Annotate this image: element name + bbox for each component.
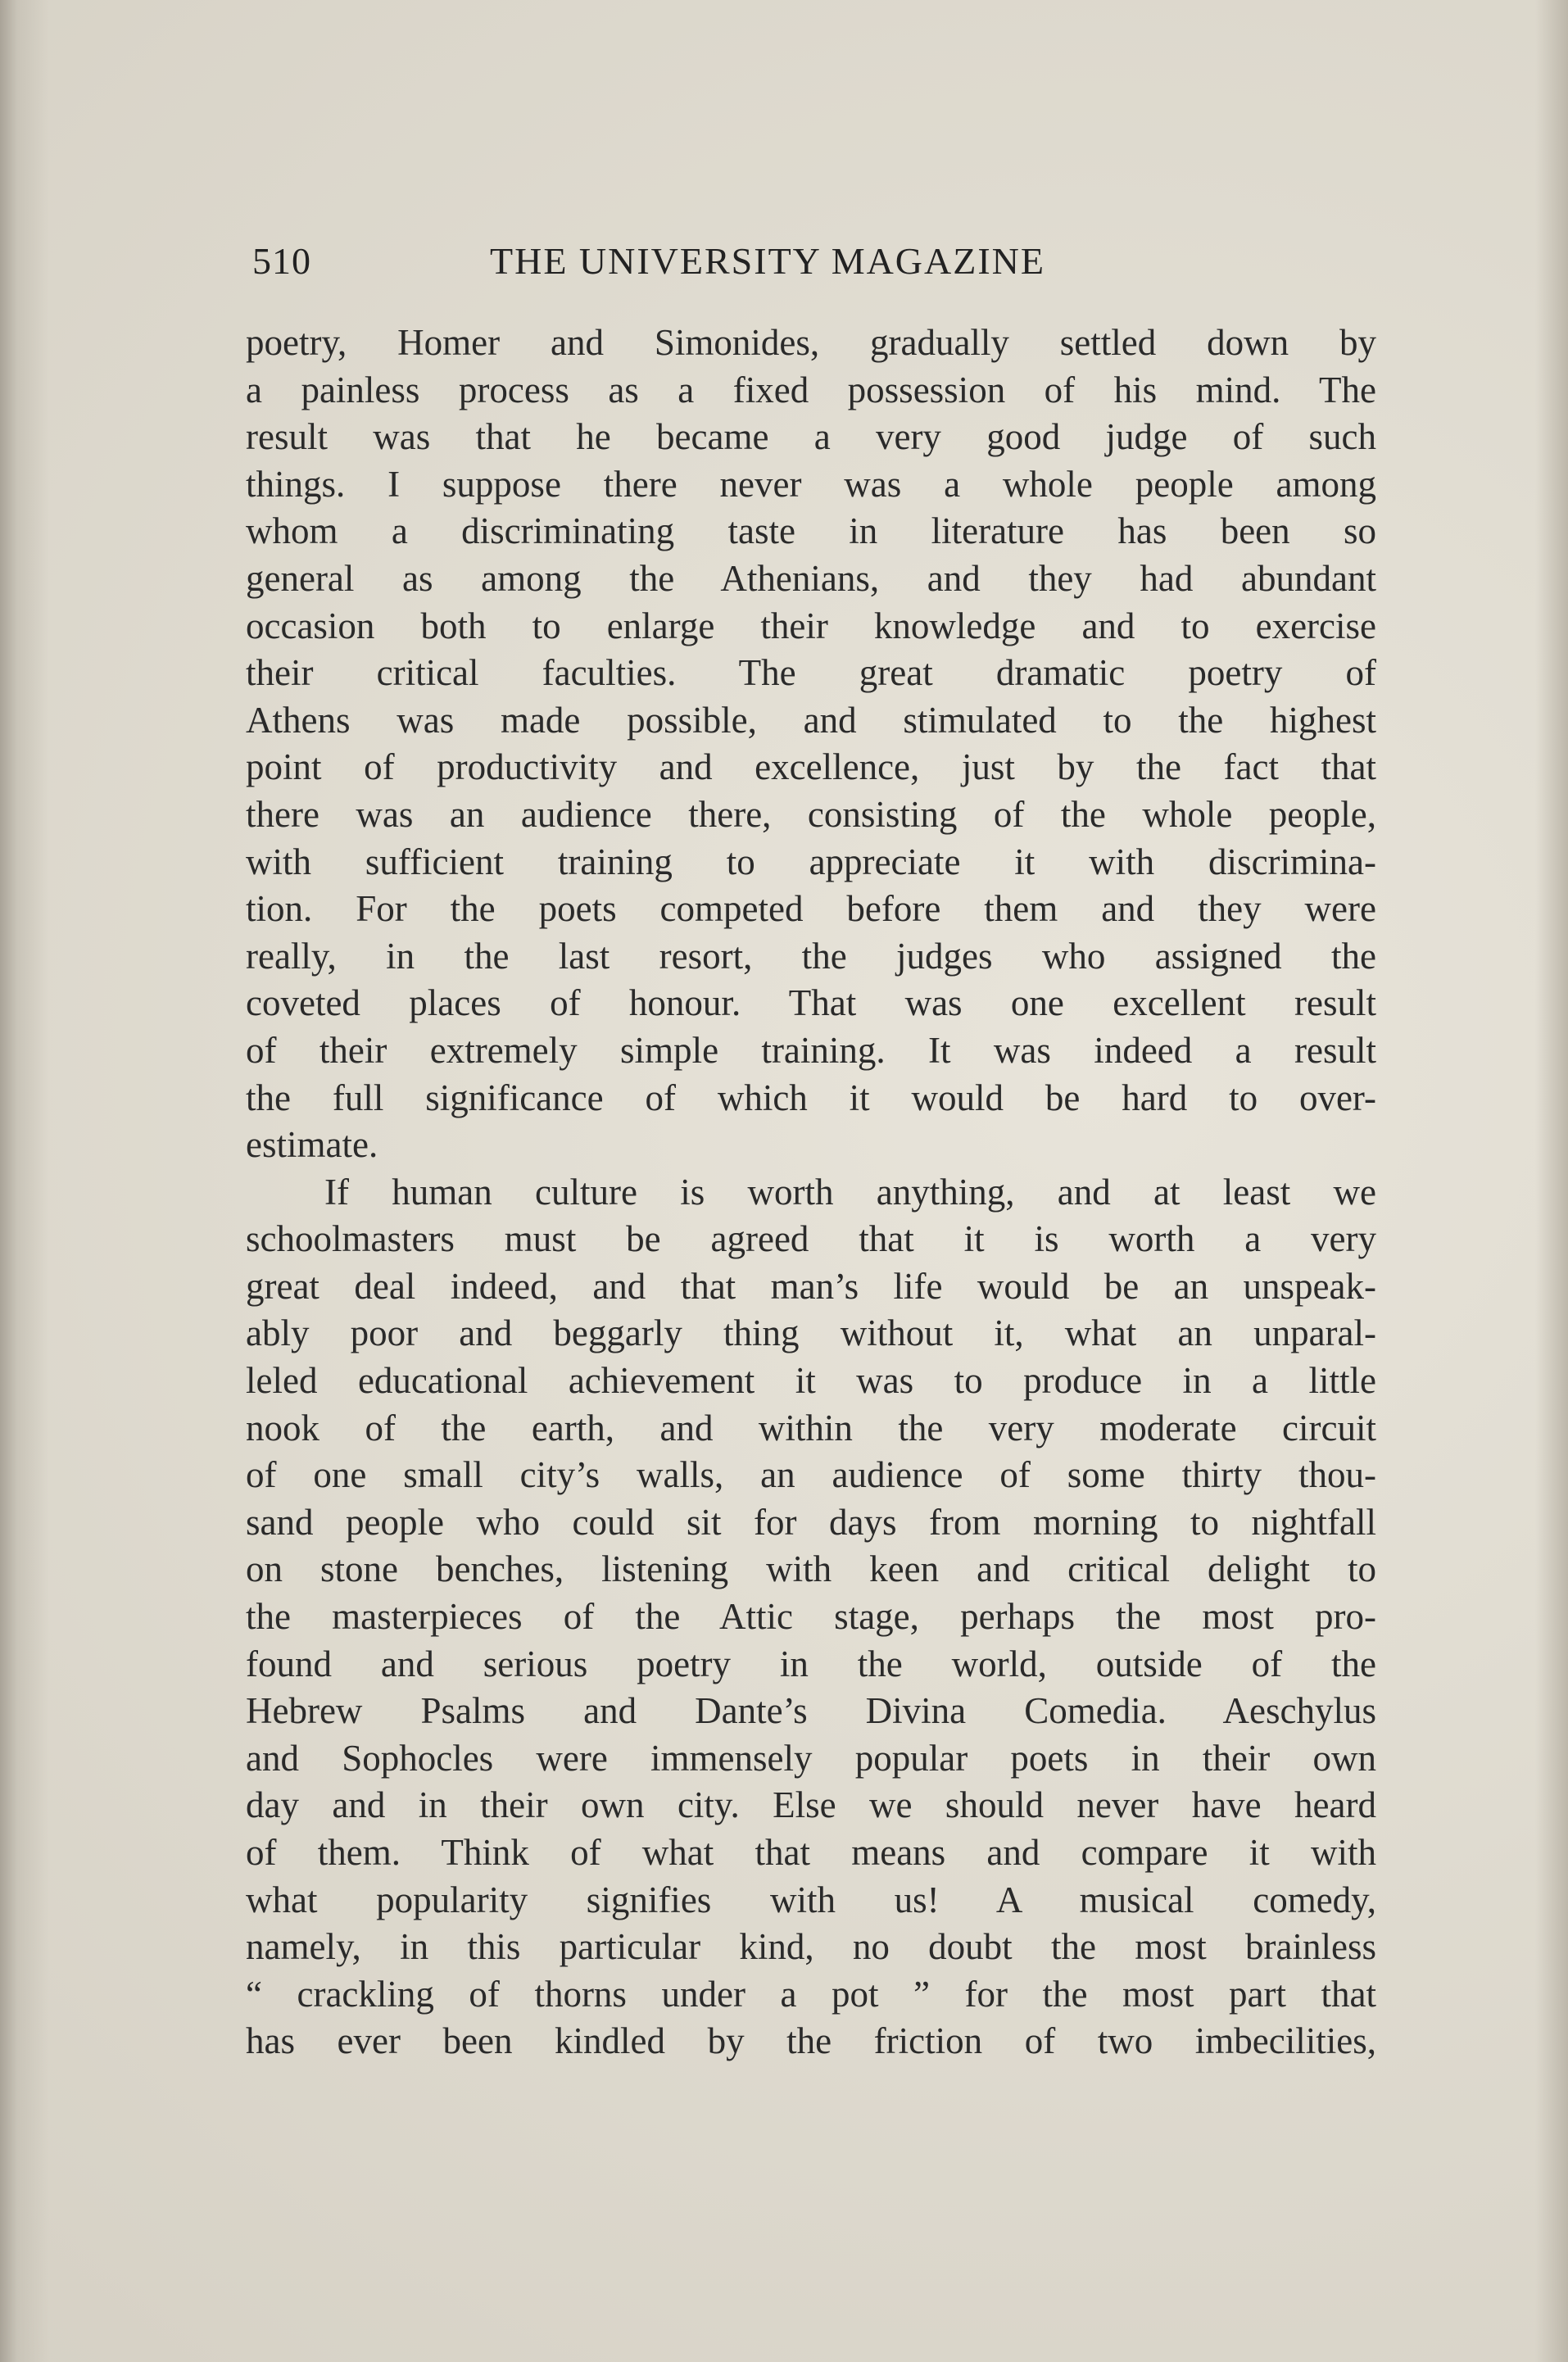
text-line: general as among the Athenians, and they had abundant bbox=[246, 557, 1376, 599]
text-line: “ crackling of thorns under a pot ” for the most part that bbox=[246, 1973, 1376, 2015]
text-line: the masterpieces of the Attic stage, perhaps the most pro- bbox=[246, 1596, 1376, 1638]
text-line: of their extremely simple training. It was indeed a result bbox=[246, 1029, 1376, 1071]
text-line: namely, in this particular kind, no doubt the most brainless bbox=[246, 1926, 1376, 1968]
text-line: there was an audience there, consisting of the whole people, bbox=[246, 793, 1376, 835]
body-text bbox=[246, 320, 1376, 2065]
text-line: day and in their own city. Else we should never have heard bbox=[246, 1784, 1376, 1826]
page-number: 510 bbox=[252, 240, 311, 282]
text-line: Hebrew Psalms and Dante’s Divina Comedia. Aeschylus bbox=[246, 1690, 1376, 1732]
paragraph-1 bbox=[246, 320, 1376, 1169]
text-line: estimate. bbox=[246, 1124, 378, 1166]
text-line: of one small city’s walls, an audience of some thirty thou- bbox=[246, 1454, 1376, 1496]
text-line: tion. For the poets competed before them and they were bbox=[246, 888, 1376, 930]
text-line: nook of the earth, and within the very moderate circuit bbox=[246, 1407, 1376, 1448]
text-line: with sufficient training to appreciate it with discrimina- bbox=[246, 841, 1376, 882]
text-line: the full significance of which it would be hard to over- bbox=[246, 1077, 1376, 1118]
text-line: schoolmasters must be agreed that it is worth a very bbox=[246, 1218, 1376, 1260]
text-line: really, in the last resort, the judges who assigned the bbox=[246, 935, 1376, 977]
text-line: whom a discriminating taste in literature has been so bbox=[246, 510, 1376, 552]
text-line: great deal indeed, and that man’s life would be an unspeak- bbox=[246, 1265, 1376, 1307]
text-line: has ever been kindled by the friction of two imbecilities, bbox=[246, 2020, 1376, 2062]
text-line: a painless process as a fixed possession of his mind. The bbox=[246, 369, 1376, 410]
text-line: and Sophocles were immensely popular poets in their own bbox=[246, 1737, 1376, 1779]
text-line: occasion both to enlarge their knowledge and to exercise bbox=[246, 605, 1376, 646]
text-line: Athens was made possible, and stimulated to the highest bbox=[246, 699, 1376, 741]
text-line: what popularity signifies with us! A musical comedy, bbox=[246, 1879, 1376, 1920]
text-line: their critical faculties. The great dramatic poetry of bbox=[246, 652, 1376, 694]
text-line: point of productivity and excellence, just by the fact that bbox=[246, 746, 1376, 788]
text-line: If human culture is worth anything, and at least we bbox=[324, 1171, 1376, 1213]
magazine-title: THE UNIVERSITY MAGAZINE bbox=[490, 240, 1045, 282]
text-line: poetry, Homer and Simonides, gradually settled down by bbox=[246, 322, 1376, 363]
text-line: coveted places of honour. That was one excellent result bbox=[246, 982, 1376, 1024]
text-line: of them. Think of what that means and compare it with bbox=[246, 1832, 1376, 1873]
running-head bbox=[252, 239, 1133, 292]
paragraph-2 bbox=[246, 1169, 1376, 2065]
text-line: leled educational achievement it was to produce in a little bbox=[246, 1360, 1376, 1402]
text-line: things. I suppose there never was a whole people among bbox=[246, 463, 1376, 505]
text-line: found and serious poetry in the world, outside of the bbox=[246, 1643, 1376, 1684]
text-line: ably poor and beggarly thing without it, what an unparal- bbox=[246, 1312, 1376, 1354]
text-line: sand people who could sit for days from morning to nightfall bbox=[246, 1501, 1376, 1543]
text-line: on stone benches, listening with keen and critical delight to bbox=[246, 1548, 1376, 1590]
text-line: result was that he became a very good judge of such bbox=[246, 416, 1376, 458]
